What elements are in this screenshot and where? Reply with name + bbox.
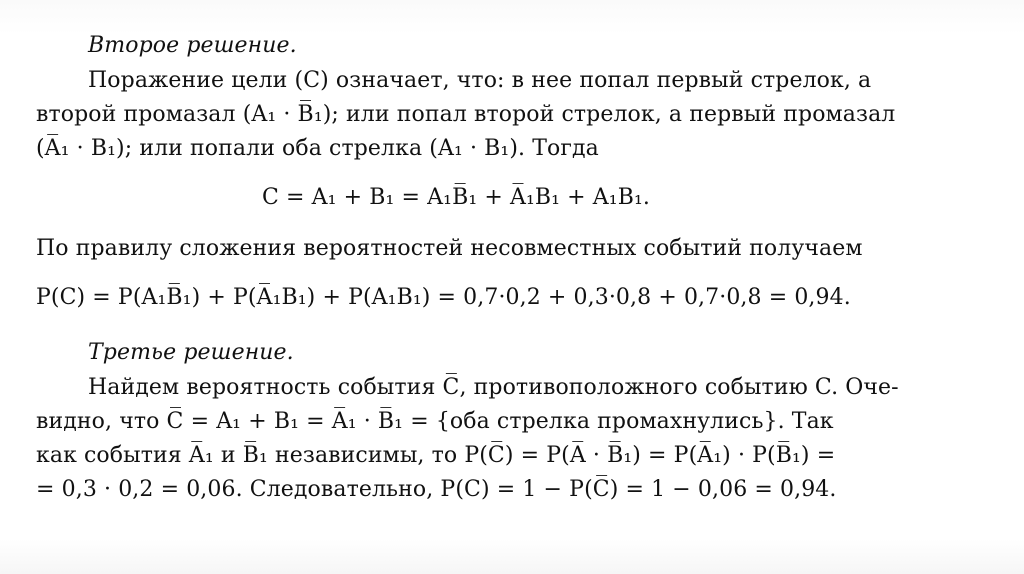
second-solution-heading: Второе решение.	[88, 33, 297, 58]
formula-probability: P(C) = P(A₁B̅₁) + P(A̅₁B₁) + P(A₁B₁) = 0,7·0,2 + 0,3·0,8 + 0,7·0,8 = 0,94.	[36, 285, 851, 310]
paragraph-1-line-2: второй промазал (A₁ · B̅₁); или попал второй стрелок, а первый промазал	[36, 102, 896, 127]
paragraph-2: По правилу сложения вероятностей несовместных событий получаем	[36, 236, 863, 261]
formula-sum-events: C = A₁ + B₁ = A₁B̅₁ + A̅₁B₁ + A₁B₁.	[262, 185, 650, 210]
paragraph-3-line-1: Найдем вероятность события C̅, противоположного событию C. Оче-	[88, 375, 899, 400]
third-solution-heading: Третье решение.	[88, 340, 294, 365]
paragraph-3-line-2: видно, что C̅ = A₁ + B₁ = A̅₁ · B̅₁ = {оба стрелка промахнулись}. Так	[36, 409, 834, 434]
paragraph-3-line-3: как события A̅₁ и B̅₁ независимы, то P(C̅) = P(A̅ · B̅₁) = P(A̅₁) · P(B̅₁) =	[36, 443, 836, 468]
paragraph-3-line-4: = 0,3 · 0,2 = 0,06. Следовательно, P(C) = 1 − P(C̅) = 1 − 0,06 = 0,94.	[36, 477, 837, 502]
paragraph-1-line-3: (A̅₁ · B₁); или попали оба стрелка (A₁ · B₁). Тогда	[36, 136, 599, 161]
paragraph-1-line-1: Поражение цели (C) означает, что: в нее попал первый стрелок, а	[88, 68, 872, 93]
